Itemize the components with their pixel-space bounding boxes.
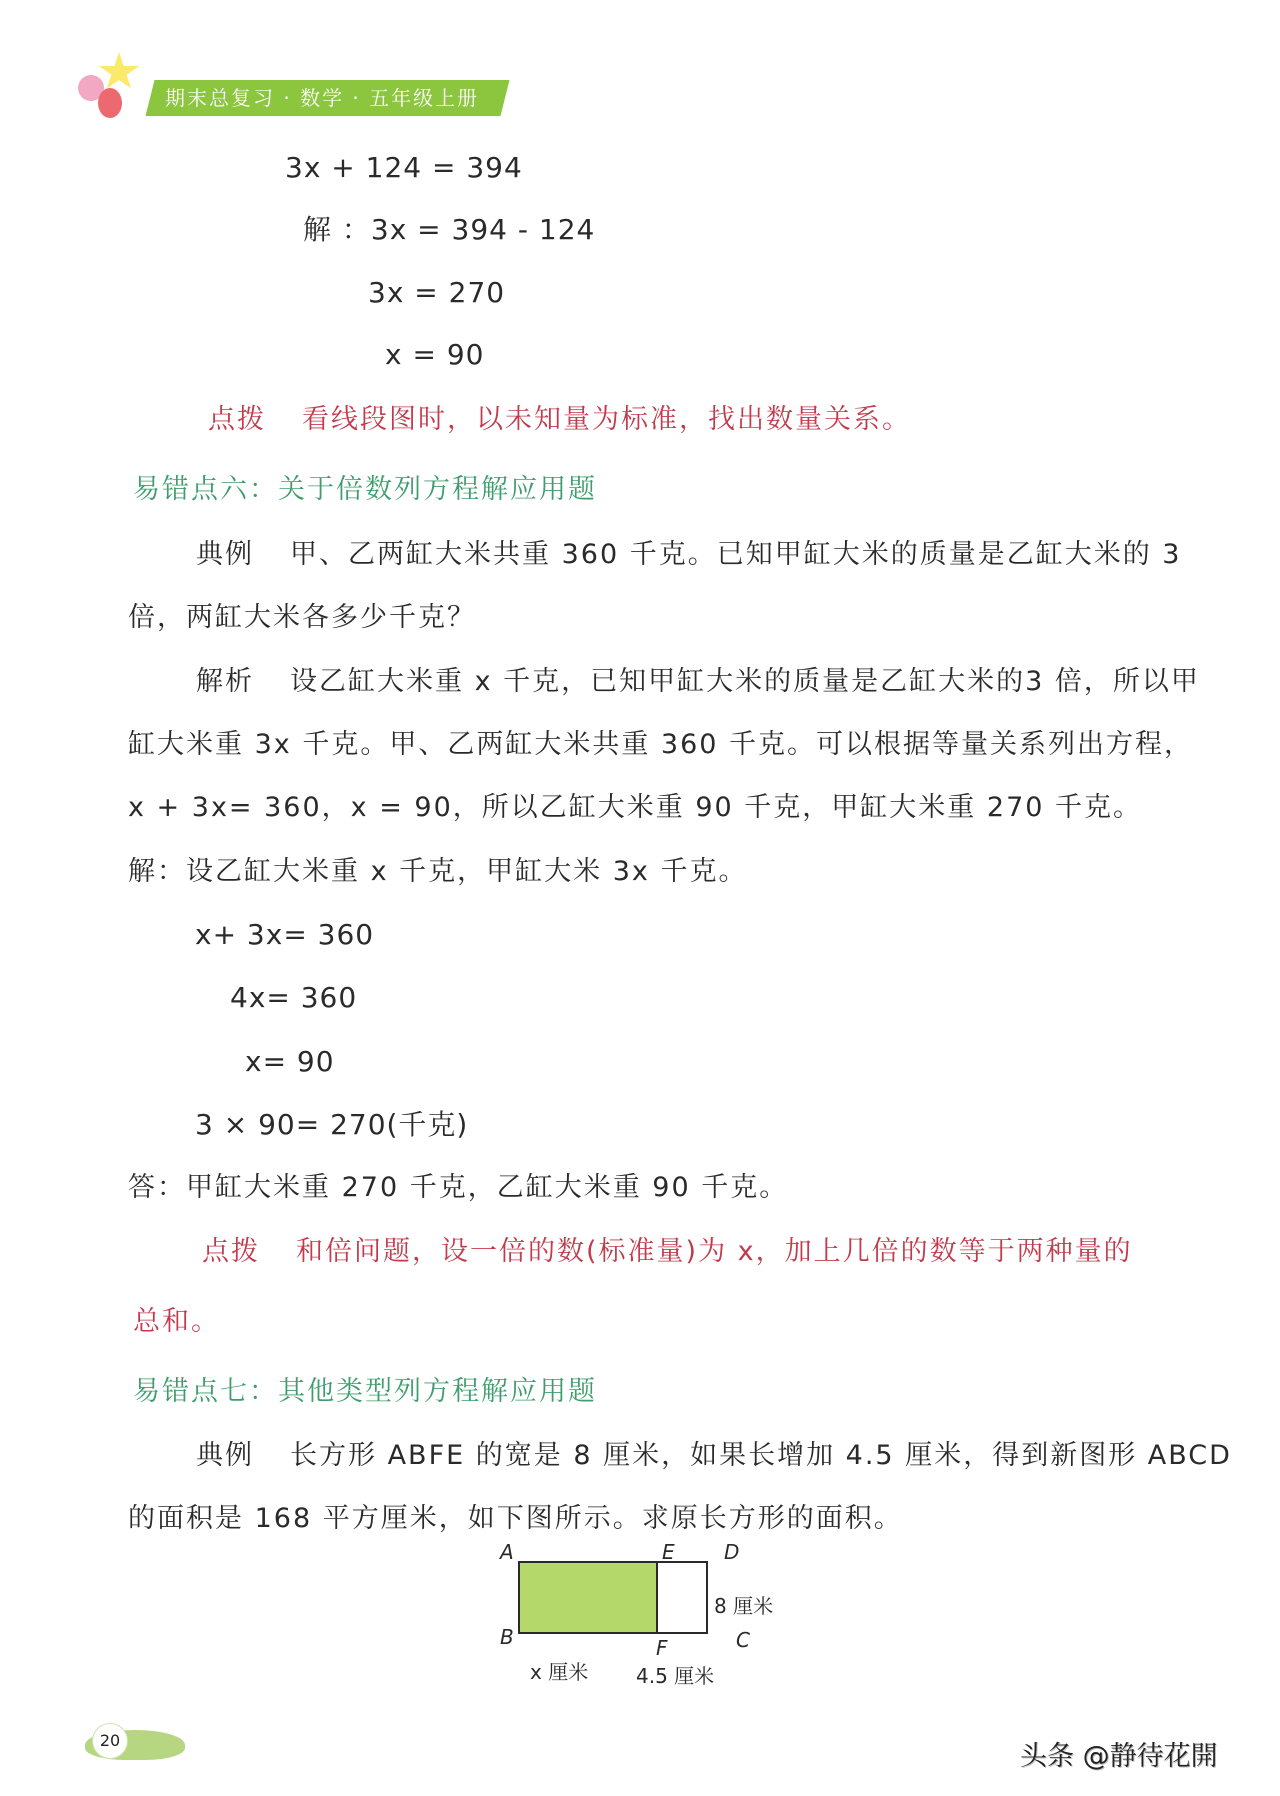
extension-rectangle-edcf: [656, 1561, 708, 1634]
tip-text: 和倍问题，设一倍的数(标准量)为 x，加上几倍的数等于两种量的: [296, 1236, 1133, 1267]
solution-step: 3 × 90= 270(千克): [195, 1108, 469, 1141]
point-label-e: E: [662, 1540, 675, 1564]
analysis-label: 解析: [196, 666, 254, 697]
section-heading: 易错点七：其他类型列方程解应用题: [133, 1376, 597, 1407]
width-measure-label: 8 厘米: [714, 1594, 774, 1618]
analysis-text-cont: x + 3x= 360，x = 90，所以乙缸大米重 90 千克，甲缸大米重 270 千克。: [128, 792, 1143, 823]
tip-label: 点拨: [208, 404, 266, 435]
red-balloon-icon: [98, 88, 122, 118]
equation-line: x = 90: [385, 338, 485, 371]
answer-line: 答：甲缸大米重 270 千克，乙缸大米重 90 千克。: [128, 1172, 789, 1203]
star-balloon-icon: [98, 52, 140, 92]
page-number: 20: [92, 1723, 128, 1759]
x-measure-label: x 厘米: [530, 1660, 589, 1684]
analysis-text-cont: 缸大米重 3x 千克。甲、乙两缸大米共重 360 千克。可以根据等量关系列出方程，: [128, 729, 1194, 760]
extension-measure-label: 4.5 厘米: [636, 1664, 715, 1688]
example-text-cont: 的面积是 168 平方厘米，如下图所示。求原长方形的面积。: [128, 1503, 903, 1534]
section-heading: 易错点六：关于倍数列方程解应用题: [133, 474, 597, 505]
example-text-cont: 倍，两缸大米各多少千克？: [128, 602, 476, 633]
tip-label: 点拨: [202, 1236, 260, 1267]
example-text: 长方形 ABFE 的宽是 8 厘米，如果长增加 4.5 厘米，得到新图形 ABCD: [290, 1440, 1232, 1471]
header-banner-title: 期末总复习 · 数学 · 五年级上册: [165, 86, 480, 110]
analysis-paragraph: [196, 664, 1200, 700]
watermark: 头条 @静待花開: [1020, 1741, 1218, 1772]
tip-text-cont: 总和。: [133, 1306, 220, 1337]
solution-step: 4x= 360: [230, 981, 358, 1014]
example-paragraph: [196, 1438, 1232, 1474]
original-rectangle-abfe: [518, 1561, 658, 1634]
analysis-text: 设乙缸大米重 x 千克，已知甲缸大米的质量是乙缸大米的3 倍，所以甲: [290, 666, 1200, 697]
solution-intro: 解：设乙缸大米重 x 千克，甲缸大米 3x 千克。: [128, 856, 748, 887]
equation-line: 3x = 270: [368, 276, 506, 309]
equation-line: 3x + 124 = 394: [285, 151, 523, 184]
example-text: 甲、乙两缸大米共重 360 千克。已知甲缸大米的质量是乙缸大米的 3: [290, 539, 1182, 570]
tip-paragraph: [208, 402, 911, 438]
point-label-c: C: [736, 1628, 750, 1652]
point-label-a: A: [500, 1540, 514, 1564]
tip-paragraph: [202, 1234, 1133, 1270]
point-label-b: B: [500, 1625, 514, 1649]
example-label: 典例: [196, 539, 254, 570]
equation-line: 解 ：3x = 394 - 124: [303, 213, 596, 246]
solution-step: x+ 3x= 360: [195, 918, 375, 951]
example-paragraph: [196, 537, 1181, 573]
point-label-f: F: [656, 1636, 668, 1660]
example-label: 典例: [196, 1440, 254, 1471]
solution-step: x= 90: [245, 1045, 335, 1078]
point-label-d: D: [724, 1540, 740, 1564]
tip-text: 看线段图时，以未知量为标准，找出数量关系。: [302, 404, 911, 435]
